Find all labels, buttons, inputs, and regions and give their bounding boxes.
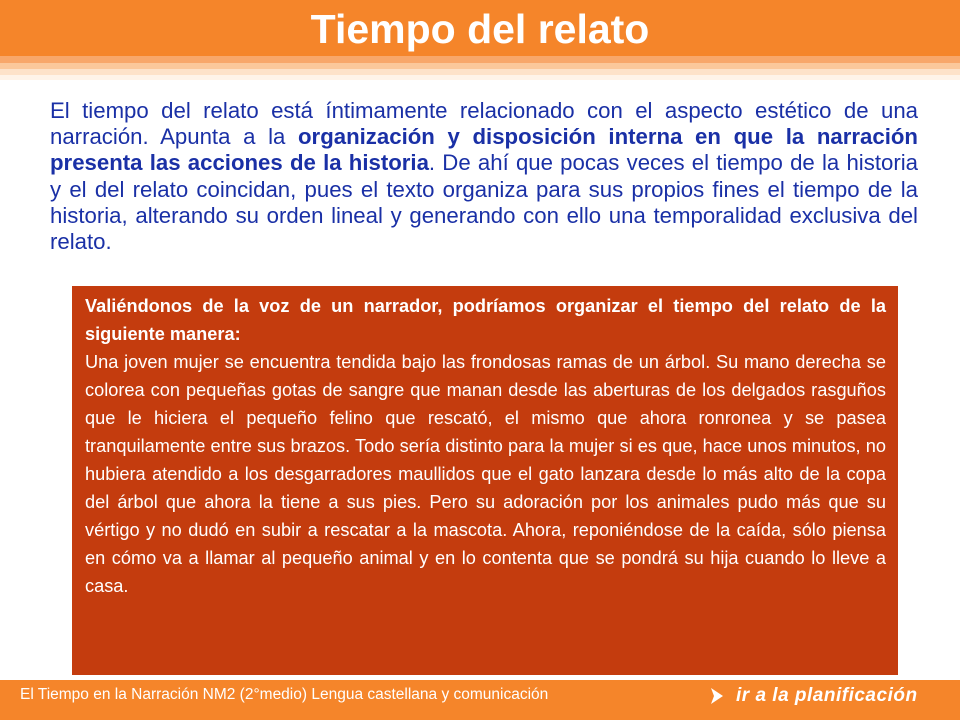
intro-text-end: . De ahí que pocas veces el tiempo de la historia y el del relato coincidan, pues el texto organiza para sus propios fines el tiempo de la historia, alterando su orden lineal y generando con ello una temporalidad exclusiva del relato.	[50, 150, 918, 255]
chevron-right-icon	[706, 685, 728, 707]
intro-bold-text: organización y disposición interna en que la narración presenta las acciones de la historia	[50, 124, 918, 176]
example-heading: Valiéndonos de la voz de un narrador, podríamos organizar el tiempo del relato de la siguiente manera:	[85, 296, 886, 344]
planning-link-label: ir a la planificación	[736, 685, 918, 706]
header-stripe	[0, 56, 960, 63]
header-stripe	[0, 75, 960, 80]
slide-title: Tiempo del relato	[310, 6, 650, 52]
example-box	[72, 286, 898, 675]
intro-text-start: El tiempo del relato está íntimamente relacionado con el aspecto estético de una narración. Apunta a la	[50, 98, 918, 150]
planning-link[interactable]	[706, 682, 918, 710]
footer-caption: El Tiempo en la Narración NM2 (2°medio) Lengua castellana y comunicación	[20, 686, 549, 703]
example-body: Una joven mujer se encuentra tendida bajo las frondosas ramas de un árbol. Su mano derecha se colorea con pequeñas gotas de sangre que manan desde las aberturas de los delgados rasguños que le hiciera el pequeño felino que rescató, el mismo que ahora ronronea y se pasea tranquilamente entre sus brazos. Todo sería distinto para la mujer si es que, hace unos minutos, no hubiera atendido a los desgarradores maullidos que el gato lanzara desde lo más alto de la copa del árbol que ahora la tiene a sus pies. Pero su adoración por los animales pudo más que su vértigo y no dudó en subir a rescatar a la mascota. Ahora, reponiéndose de la caída, sólo piensa en cómo va a llamar al pequeño animal y en lo contenta que se pondrá su hija cuando lo lleve a casa.	[85, 352, 886, 596]
intro-paragraph	[50, 98, 918, 255]
